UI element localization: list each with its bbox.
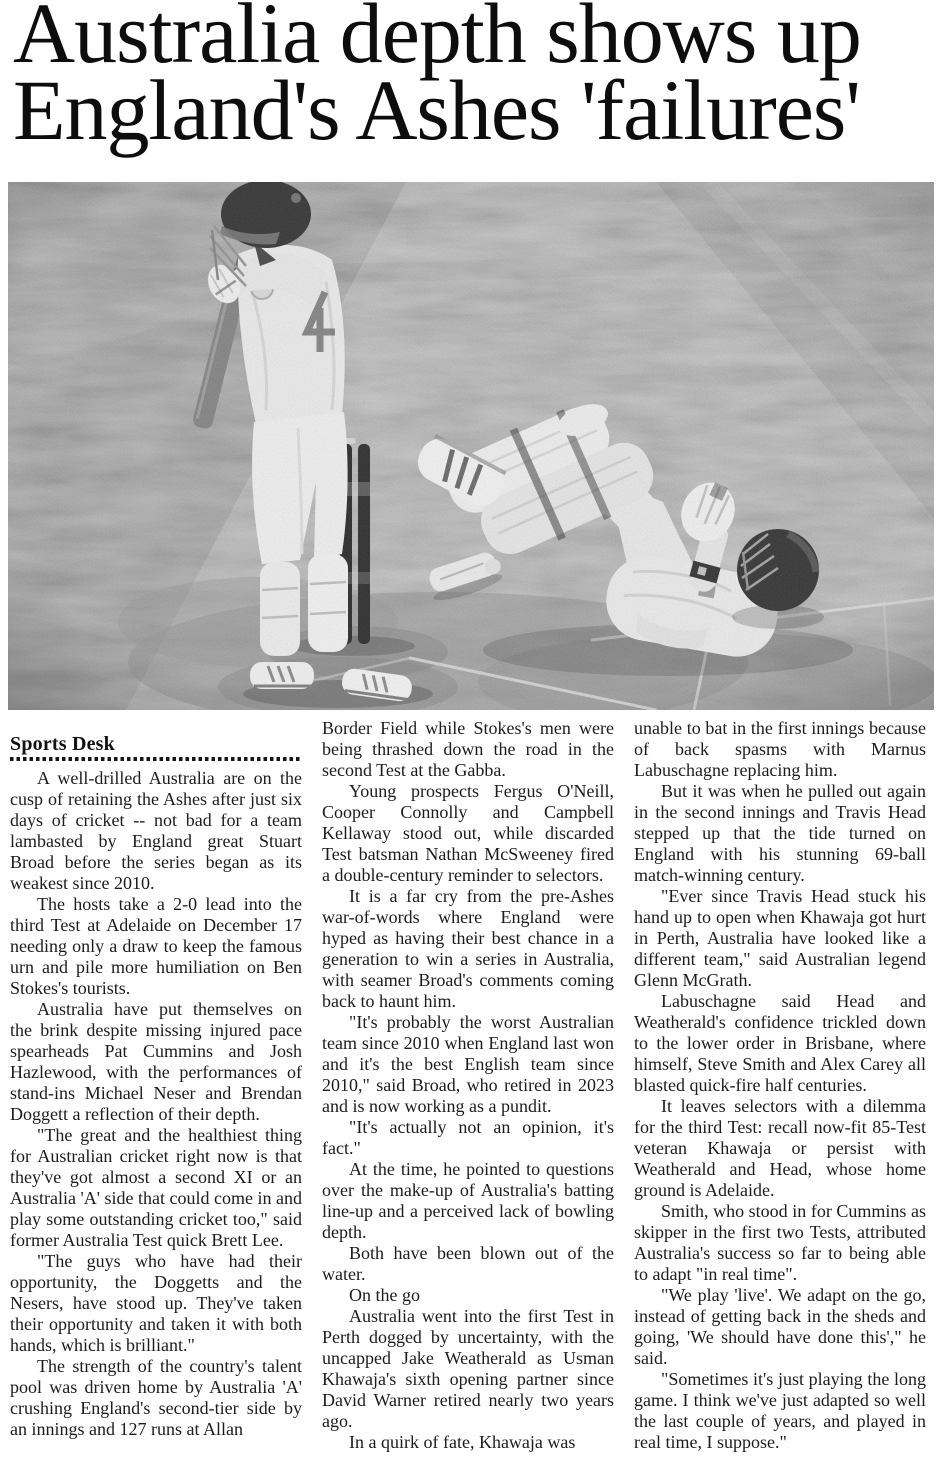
article-photo (8, 182, 934, 710)
byline-label: Sports Desk (10, 733, 115, 755)
paragraph: The strength of the country's talent pool was driven home by Australia 'A' crushing England's second-tier side by an innings and 127 runs at Allan (10, 1356, 302, 1439)
paragraph: Australia went into the first Test in Perth dogged by uncertainty, with the uncapped Jake Weatherald as Usman Khawaja's sixth opening partner since David Warner retired nearly two years ago. (322, 1306, 614, 1431)
paragraph: Border Field while Stokes's men were being thrashed down the road in the second Test at the Gabba. (322, 718, 614, 780)
cricket-photo-illustration (8, 182, 934, 710)
headline-line-2: England's Ashes 'failures' (13, 62, 860, 158)
paragraph: "The guys who have had their opportunity, the Doggetts and the Nesers, have stood up. They've taken their opportunity and taken it with both hands, which is brilliant." (10, 1251, 302, 1355)
paragraph: The hosts take a 2-0 lead into the third Test at Adelaide on December 17 needing only a draw to keep the famous urn and pile more humiliation on Ben Stokes's tourists. (10, 894, 302, 998)
article-column-3 (634, 718, 926, 1453)
headline-line-1: Australia depth shows up (13, 0, 861, 81)
photo-vignette (8, 182, 934, 710)
article-column-1 (10, 718, 302, 1440)
article-column-2 (322, 718, 614, 1453)
paragraph: Australia have put themselves on the brink despite missing injured pace spearheads Pat Cummins and Josh Hazlewood, with the performances of stand-ins Michael Neser and Brendan Doggett a reflection of their depth. (10, 999, 302, 1124)
paragraph: "Sometimes it's just playing the long game. I think we've just adapted so well the last couple of years, and played in real time, I suppose." (634, 1369, 926, 1452)
paragraph: Smith, who stood in for Cummins as skipper in the first two Tests, attributed Australia's success so far to being able to adapt "in real time". (634, 1201, 926, 1284)
paragraph: It is a far cry from the pre-Ashes war-of-words where England were hyped as having their best chance in a generation to win a series in Australia, with seamer Broad's comments coming back to haunt him. (322, 886, 614, 1011)
page-title (13, 0, 861, 158)
paragraph: On the go (349, 1285, 420, 1305)
paragraph: In a quirk of fate, Khawaja was (349, 1432, 576, 1452)
paragraph: Both have been blown out of the water. (322, 1243, 614, 1284)
paragraph: "It's probably the worst Australian team since 2010 when England last won and it's the best English team since 2010," said Broad, who retired in 2023 and is now working as a pundit. (322, 1012, 614, 1116)
byline (10, 734, 302, 761)
paragraph: "The great and the healthiest thing for Australian cricket right now is that they've got almost a second XI or an Australia 'A' side that could come in and play some outstanding cricket too," said former Australia Test quick Brett Lee. (10, 1125, 302, 1250)
paragraph: Young prospects Fergus O'Neill, Cooper Connolly and Campbell Kellaway stood out, while discarded Test batsman Nathan McSweeney fired a double-century reminder to selectors. (322, 781, 614, 885)
paragraph: But it was when he pulled out again in the second innings and Travis Head stepped up that the tide turned on England with his stunning 69-ball match-winning century. (634, 781, 926, 885)
paragraph: It leaves selectors with a dilemma for the third Test: recall now-fit 85-Test veteran Khawaja or persist with Weatherald and Head, whose home ground is Adelaide. (634, 1096, 926, 1200)
paragraph: "Ever since Travis Head stuck his hand up to open when Khawaja got hurt in Perth, Australia have looked like a different team," said Australian legend Glenn McGrath. (634, 886, 926, 990)
byline-dotted-rule (10, 757, 302, 761)
paragraph: "It's actually not an opinion, it's fact." (322, 1117, 614, 1158)
paragraph: "We play 'live'. We adapt on the go, instead of getting back in the sheds and going, 'We should have done this'," he said. (634, 1285, 926, 1368)
paragraph: At the time, he pointed to questions over the make-up of Australia's batting line-up and a perceived lack of bowling depth. (322, 1159, 614, 1242)
paragraph: unable to bat in the first innings because of back spasms with Marnus Labuschagne replacing him. (634, 718, 926, 780)
paragraph: Labuschagne said Head and Weatherald's confidence trickled down to the lower order in Brisbane, where himself, Steve Smith and Alex Carey all blasted quick-fire half centuries. (634, 991, 926, 1095)
paragraph: A well-drilled Australia are on the cusp of retaining the Ashes after just six days of cricket -- not bad for a team lambasted by England great Stuart Broad before the series began as its weakest since 2010. (10, 768, 302, 893)
